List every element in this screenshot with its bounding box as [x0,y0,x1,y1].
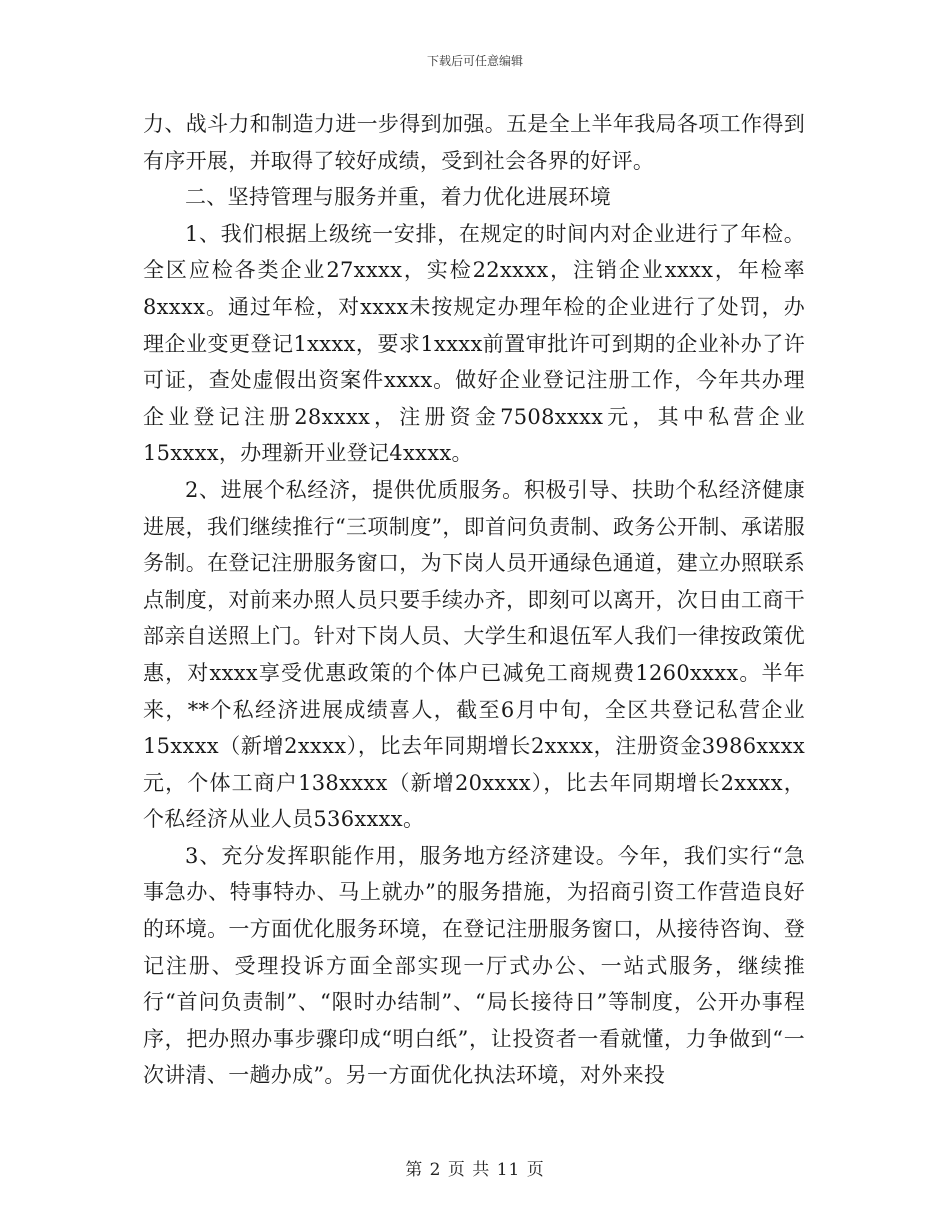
paragraph-2: 1、我们根据上级统一安排，在规定的时间内对企业进行了年检。全区应检各类企业27xxxx，实检22xxxx，注销企业xxxx，年检率8xxxx。通过年检，对xxxx未按规定办理年检的企业进行了处罚，办理企业变更登记1xxxx，要求1xxxx前置审批许可到期的企业补办了许可证，查处虚假出资案件xxxx。做好企业登记注册工作，今年共办理企业登记注册28xxxx，注册资金7508xxxx元，其中私营企业15xxxx，办理新开业登记4xxxx。 [143,221,805,466]
page-header: 下载后可任意编辑 [426,54,523,68]
page-footer: 第 2 页 共 11 页 [405,1160,545,1180]
section-heading: 二、坚持管理与服务并重，着力优化进展环境 [185,185,611,210]
paragraph-3: 2、进展个私经济，提供优质服务。积极引导、扶助个私经济健康进展，我们继续推行“三项制度”，即首问负责制、政务公开制、承诺服务制。在登记注册服务窗口，为下岗人员开通绿色通道，建立办照联系点制度，对前来办照人员只要手续办齐，即刻可以离开，次日由工商干部亲自送照上门。针对下岗人员、大学生和退伍军人我们一律按政策优惠，对xxxx享受优惠政策的个体户已减免工商规费1260xxxx。半年来，**个私经济进展成绩喜人，截至6月中旬，全区共登记私营企业15xxxx（新增2xxxx），比去年同期增长2xxxx，注册资金3986xxxx元，个体工商户138xxxx（新增20xxxx），比去年同期增长2xxxx，个私经济从业人员536xxxx。 [143,477,805,832]
document-body [143,106,805,1094]
paragraph-1: 力、战斗力和制造力进一步得到加强。五是全上半年我局各项工作得到有序开展，并取得了较好成绩，受到社会各界的好评。 [143,112,805,173]
paragraph-4: 3、充分发挥职能作用，服务地方经济建设。今年，我们实行“急事急办、特事特办、马上就办”的服务措施，为招商引资工作营造良好的环境。一方面优化服务环境，在登记注册服务窗口，从接待咨询、登记注册、受理投诉方面全部实现一厅式办公、一站式服务，继续推行“首问负责制”、“限时办结制”、“局长接待日”等制度，公开办事程序，把办照办事步骤印成“明白纸”，让投资者一看就懂，力争做到“一次讲清、一趟办成”。另一方面优化执法环境，对外来投 [143,843,805,1088]
